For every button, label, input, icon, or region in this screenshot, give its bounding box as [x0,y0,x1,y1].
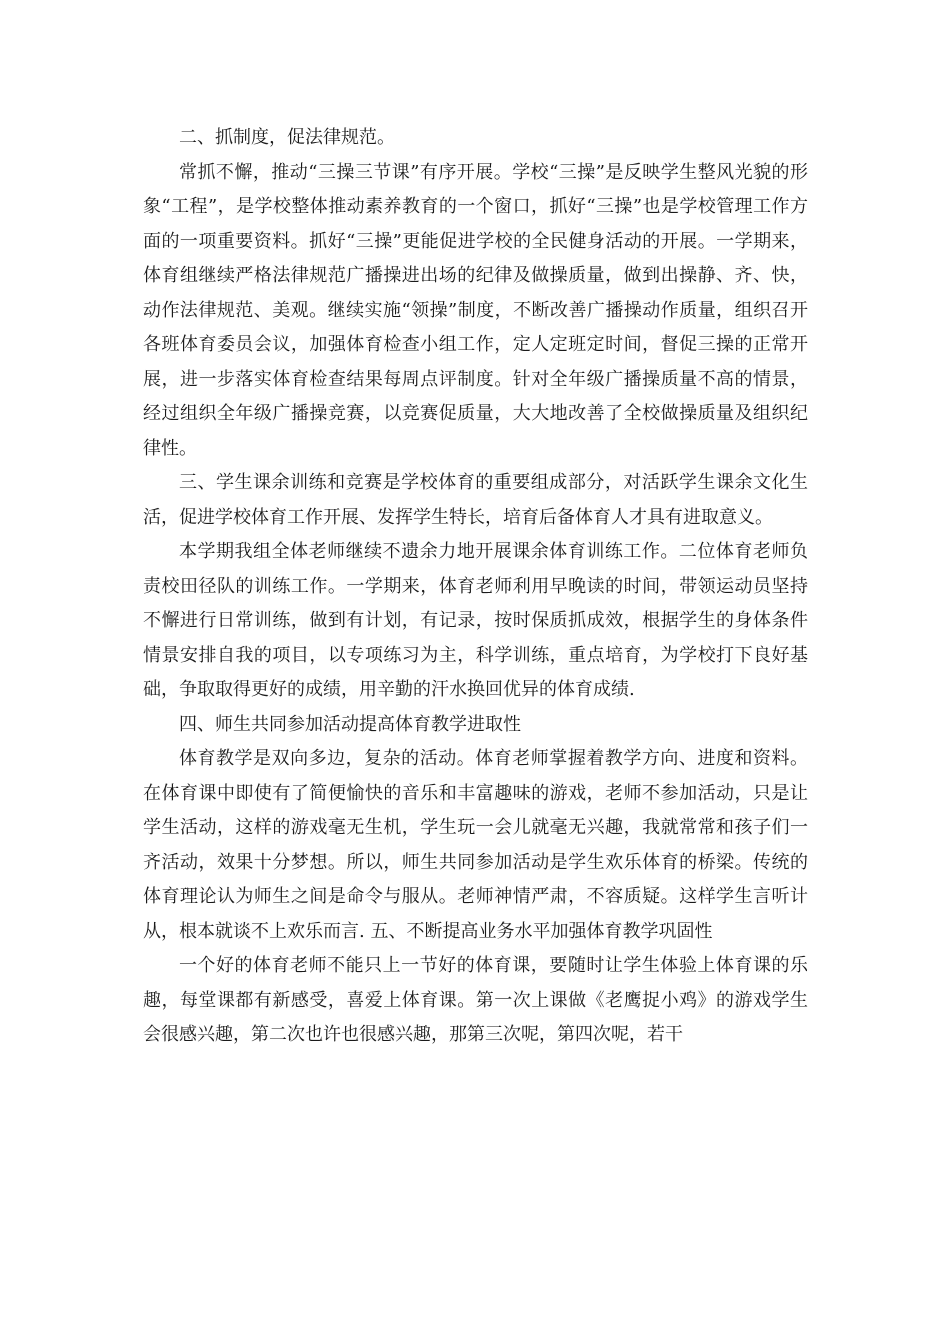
section-heading-two: 二、抓制度，促法律规范。 [179,127,395,148]
paragraph-three-exercises: 常抓不懈，推动“三操三节课”有序开展。学校“三操”是反映学生整风光貌的形象“工程”，是学校整体推动素养教育的一个窗口，抓好“三操”也是学校管理工作方面的一项重要资料。抓好“三操”更能促进学校的全民健身活动的开展。一学期来，体育组继续严格法律规范广播操进出场的纪律及做操质量，做到出操静、齐、快，动作法律规范、美观。继续实施“领操”制度，不断改善广播操动作质量，组织召开各班体育委员会议，加强体育检查小组工作，定人定班定时间，督促三操的正常开展，进一步落实体育检查结果每周点评制度。针对全年级广播操质量不高的情景，经过组织全年级广播操竞赛，以竞赛促质量，大大地改善了全校做操质量及组织纪律性。 [143,161,808,459]
paragraph-teaching-activity: 体育教学是双向多边，复杂的活动。体育老师掌握着教学方向、进度和资料。在体育课中即使有了简便愉快的音乐和丰富趣味的游戏，老师不参加活动，只是让学生活动，这样的游戏毫无生机，学生玩一会儿就毫无兴趣，我就常常和孩子们一齐活动，效果十分梦想。所以，师生共同参加活动是学生欢乐体育的桥梁。传统的体育理论认为师生之间是命令与服从。老师神情严肃，不容质疑。这样学生言听计从，根本就谈不上欢乐而言. 五、不断提高业务水平加强体育教学巩固性 [143,748,808,942]
section-heading-four: 四、师生共同参加活动提高体育教学进取性 [179,713,521,735]
document-body [143,121,808,1053]
paragraph-training: 本学期我组全体老师继续不遗余力地开展课余体育训练工作。二位体育老师负责校田径队的训练工作。一学期来，体育老师利用早晚读的时间，带领运动员坚持不懈进行日常训练，做到有计划，有记录，按时保质抓成效，根据学生的身体条件情景安排自我的项目，以专项练习为主，科学训练，重点培育，为学校打下良好基础，争取取得更好的成绩，用辛勤的汗水换回优异的体育成绩. [143,541,808,700]
section-heading-three: 三、学生课余训练和竞赛是学校体育的重要组成部分，对活跃学生课余文化生活，促进学校体育工作开展、发挥学生特长，培育后备体育人才具有进取意义。 [143,472,808,528]
paragraph-good-teacher: 一个好的体育老师不能只上一节好的体育课，要随时让学生体验上体育课的乐趣，每堂课都有新感受，喜爱上体育课。第一次上课做《老鹰捉小鸡》的游戏学生会很感兴趣，第二次也许也很感兴趣，那第三次呢，第四次呢，若干 [143,955,808,1045]
